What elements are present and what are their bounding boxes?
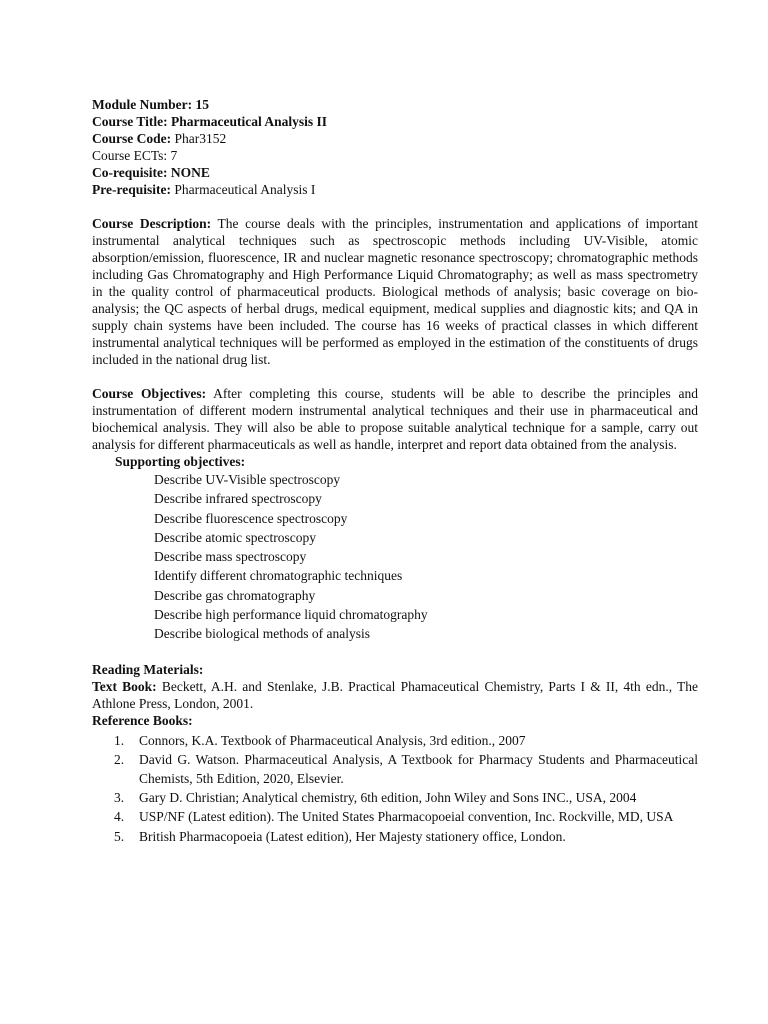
reference-text: Connors, K.A. Textbook of Pharmaceutical Analysis, 3rd edition., 2007 [139, 732, 526, 748]
list-item: Identify different chromatographic techniques [154, 568, 403, 584]
text-book-citation: Beckett, A.H. and Stenlake, J.B. Practical Phamaceutical Chemistry, Parts I & II, 4th edn., The Athlone Press, London, 2001. [92, 678, 698, 711]
list-item: Describe UV-Visible spectroscopy [154, 472, 341, 487]
reference-number: 2. [114, 751, 125, 767]
reference-text: USP/NF (Latest edition). The United States Pharmacopoeial convention, Inc. Rockville, MD, USA [139, 809, 674, 825]
module-number-line [92, 96, 698, 113]
supporting-objectives-heading: Supporting objectives: [115, 454, 246, 469]
reference-text: Gary D. Christian; Analytical chemistry, 6th edition, John Wiley and Sons INC., USA, 2004 [139, 790, 637, 806]
co-requisite-label: Co-requisite: [92, 165, 168, 180]
module-number-label: Module Number: [92, 97, 193, 112]
course-title-label: Course Title: [92, 114, 168, 129]
reference-item [92, 827, 698, 846]
course-objectives-label: Course Objectives: [92, 386, 207, 401]
co-requisite-value: NONE [170, 165, 210, 180]
reference-text: British Pharmacopoeia (Latest edition), Her Majesty stationery office, London. [139, 828, 566, 844]
reference-books-heading [92, 712, 698, 729]
course-code-line [92, 130, 698, 147]
reference-item [92, 788, 698, 807]
spacer [92, 644, 698, 661]
reference-number: 1. [114, 732, 125, 748]
course-outline [92, 96, 698, 846]
list-item: Describe gas chromatography [154, 587, 316, 603]
reference-item [92, 750, 698, 788]
course-description-text: The course deals with the principles, instrumentation and applications of important instrumental analytical techniques such as spectroscopic methods including UV-Visible, atomic absorption/emission, fluorescence, IR and nuclear magnetic resonance spectroscopy; chromatographic methods including Gas Chromatography and High Performance Liquid Chromatography; as well as mass spectrometry in the quality control of pharmaceutical products. Biological methods of analysis; basic coverage on bio-analysis; the QC aspects of herbal drugs, medical equipment, medical supplies and diagnostic kits; and QA in supply chain systems have been included. The course has 16 weeks of practical classes in which different instrumental analytical techniques will be performed as employed in the estimation of the constituents of drugs included in the national drug list. [92, 216, 698, 367]
reading-materials-heading [92, 661, 698, 678]
course-title-value: Pharmaceutical Analysis II [171, 114, 328, 129]
reference-books-label: Reference Books: [92, 712, 193, 728]
list-item: Describe mass spectroscopy [154, 549, 307, 565]
list-item: Describe atomic spectroscopy [154, 529, 316, 545]
module-number-value: 15 [195, 97, 209, 112]
pre-requisite-line [92, 181, 698, 198]
course-objectives-text: After completing this course, students will be able to describe the principles and instrumentation of different modern instrumental analytical techniques and their use in pharmaceutical and biochemical analysis. They will also be able to propose suitable analytical technique for a sample, carry out analysis for different pharmaceuticals as well as handle, interpret and report data obtained from the analysis. [92, 386, 698, 452]
text-book [92, 678, 698, 712]
course-description-label: Course Description: [92, 216, 212, 231]
list-item: Describe biological methods of analysis [154, 626, 370, 642]
list-item: Describe infrared spectroscopy [154, 491, 322, 507]
reference-number: 4. [114, 809, 125, 825]
pre-requisite-label: Pre-requisite: [92, 182, 171, 197]
list-item: Describe high performance liquid chromatography [154, 607, 428, 623]
text-book-label: Text Book: [92, 678, 157, 694]
course-description [92, 215, 698, 368]
course-code-value: Phar3152 [174, 131, 227, 146]
reference-item [92, 731, 698, 750]
course-ects-line: Course ECTs: 7 [92, 148, 178, 163]
course-objectives [92, 385, 698, 453]
reference-number: 5. [114, 828, 125, 844]
reading-materials-label: Reading Materials: [92, 661, 204, 677]
reference-text: David G. Watson. Pharmaceutical Analysis, A Textbook for Pharmacy Students and Pharmaceutical Chemists, 5th Edition, 2020, Elsevier. [139, 751, 698, 787]
spacer [92, 198, 698, 215]
course-code-label: Course Code: [92, 131, 172, 146]
co-requisite-line [92, 164, 698, 181]
pre-requisite-value: Pharmaceutical Analysis I [174, 182, 316, 197]
list-item: Describe fluorescence spectroscopy [154, 510, 348, 526]
reference-number: 3. [114, 790, 125, 806]
spacer [92, 368, 698, 385]
course-title-line [92, 113, 698, 130]
reference-books-list [92, 731, 698, 846]
supporting-objectives-list [92, 470, 698, 644]
reference-item [92, 807, 698, 826]
